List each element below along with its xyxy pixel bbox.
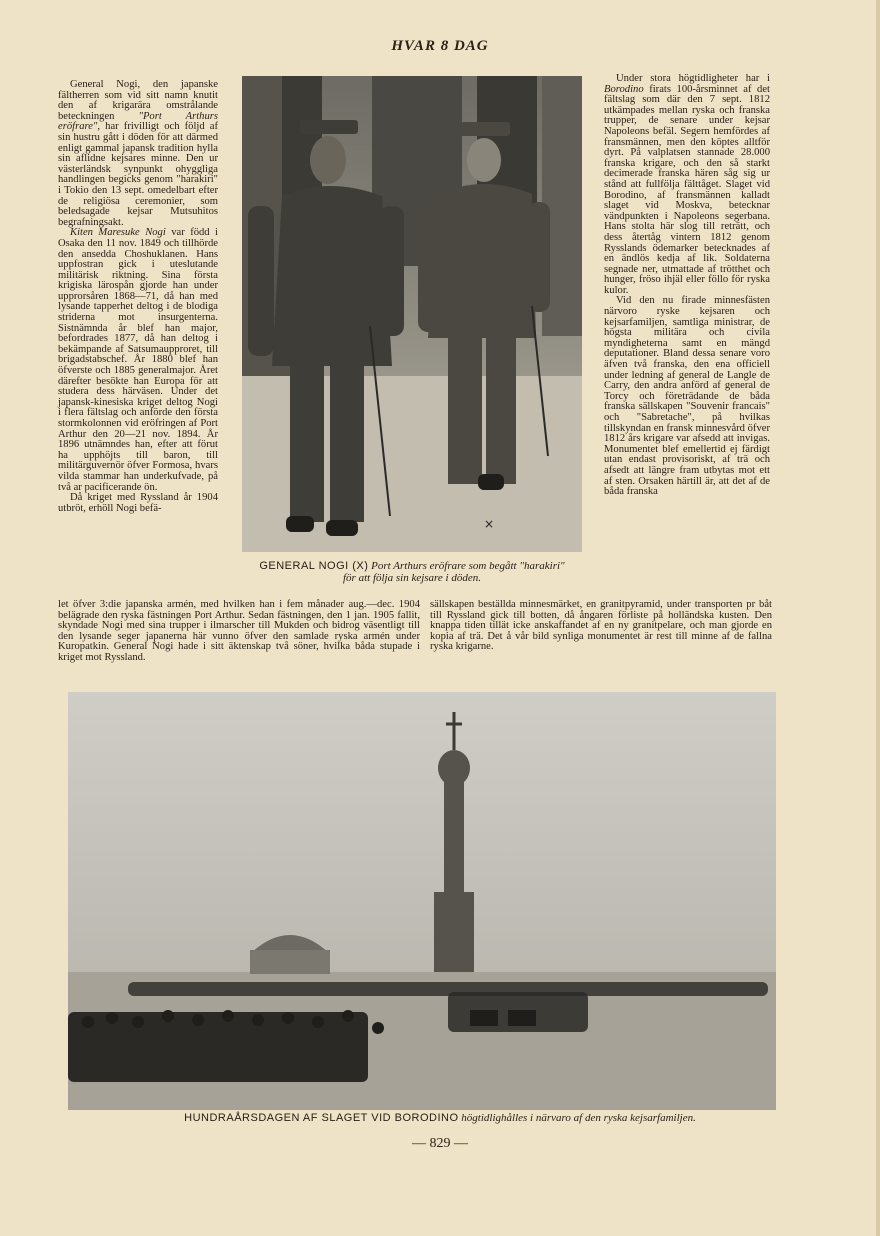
left-p1-italic: "Port Arthurs eröfrare" <box>58 110 218 133</box>
caption-nogi-title: GENERAL NOGI (X) <box>259 560 369 572</box>
photo-x-marker: × <box>484 517 495 531</box>
bottom-right-text: sällskapen beställda minnesmärket, en granitpyramid, under transporten pr båt till Ryssland gick till botten, då ångaren förliste på holländska kusten. Den knappa tiden tillät icke anskaffandet af en ny granitpelare, och man gjorde en kopia af trä. Det å vår bild synliga monumentet är rest till minne af de fallna ryska krigarne. <box>430 599 772 653</box>
left-p2-italic: Kiten Maresuke Nogi <box>70 227 166 239</box>
left-paragraph-1 <box>58 80 218 228</box>
photo-borodino-drawing <box>68 692 776 1110</box>
caption-borodino-title: HUNDRAÅRSDAGEN AF SLAGET VID BORODINO <box>184 1112 459 1124</box>
caption-nogi-line-2: för att följa sin kejsare i döden. <box>343 572 481 584</box>
right-article-column <box>604 74 770 498</box>
right-paragraph-1 <box>604 74 770 296</box>
left-p1-text-a: General Nogi, den japanske fältherren som vid sitt namn knutit den af krigarära omstrålande beteckningen <box>58 79 218 122</box>
left-p1-text-b: , har frivilligt och följd af sin hustru gått i döden för att därmed enligt gammal japansk tradition hylla sin aflidne kejsares minne. Den ur västerländsk synpunkt ohyggliga handlingen begicks genom "harakiri" i Tokio den 13 sept. omedelbart efter de religiösa ceremonier, som beledsagade kejsar Mutsuhitos begrafningsakt. <box>58 121 218 228</box>
left-paragraph-2 <box>58 228 218 493</box>
page-edge <box>876 0 880 1236</box>
photo-general-nogi <box>242 76 582 552</box>
photo-nogi-drawing <box>242 76 582 552</box>
caption-borodino <box>80 1112 800 1124</box>
right-paragraph-2: Vid den nu firade minnesfästen närvoro ryske kejsaren och kejsarfamiljen, samtliga ministrar, de högsta militära och civila myndigheterna samt en mängd deputationer. Bland dessa senare voro äfven två franska, den ena officiell under ledning af general de Langle de Carry, den andra anförd af general de Torcy och företrädande de båda franska sällskapen "Souvenir francais" och "Sabretache", på hvilkas tillskyndan en fransk minnesvård öfver 1812 års krigare var afsedd att invigas. Monumentet blef emellertid ej färdigt utan endast provisoriskt, af trä och afsedt att längre fram utbytas mot ett af sten. Orsaken härtill är, att det af de båda franska <box>604 295 770 498</box>
right-p1-text-b: firats 100-årsminnet af det fältslag som där den 7 sept. 1812 utkämpades mellan ryska och franska trupper, de senare under kejsar Napoleons befäl. Segern hemfördes af fransmännen, men den köptes alltför dyrt. På valplatsen stannade 28.000 franska krigare, och den så starkt decimerade franska hären såg sig ur stånd att fullfölja fälttåget. Slaget vid Borodino, af fransmännen kalladt slaget vid Moskva, betecknar vändpunkten i Napoleons segerbana. Hans stolta här slog till reträtt, och dess återtåg vintern 1812 genom Rysslands ödemarker betecknades af en ändlös kedja af lik. Soldaterna segnade ner, utmattade af trötthet och hunger, fröso ihjäl eller föllo för ryska kulor. <box>604 83 770 296</box>
bottom-left-text: let öfver 3:die japanska armén, med hvilken han i fem månader aug.—dec. 1904 belägrade den ryska fästningen Port Arthur. Sedan fästningen, den 1 jan. 1905 fallit, skyndade Nogi med sina trupper i ilmarscher till Mukden och bidrog väsentligt till den lysande seger japanerna här vunno öfver den samlade ryska armén under Kuropatkin. General Nogi hade i sitt äktenskap två söner, hvilka båda stupade i kriget mot Ryssland. <box>58 599 420 663</box>
caption-nogi-line-1: Port Arthurs eröfrare som begått "harakiri" <box>371 560 565 572</box>
left-p2-text: var född i Osaka den 11 nov. 1849 och tillhörde den ansedda Choshuklanen. Hans uppfostran gick i uteslutande militärisk riktning. Sina första krigiska lärospån gjorde han under upprorsåren 1868—71, då han med lysande tapperhet deltog i de blodiga striderna mot insurgenterna. Sistnämnda år blef han major, befordrades 1877, då han deltog i bekämpande af Satsumaupproret, till brigadstabschef. År 1880 blef han öfverste och 1885 generalmajor. Året därefter besökte han Europa för att studera dess härväsen. Under det japansk-kinesiska kriget deltog Nogi i flera fältslag och anförde den första stormkolonnen vid eröfringen af Port Arthur den 20—21 nov. 1894. År 1896 utnämndes han, efter att förut ha upphöjts till baron, till militärguvernör öfver Formosa, hvars vilda stammar han underkufvade, på två ar pacificerande ön. <box>58 227 218 493</box>
caption-general-nogi <box>226 560 598 584</box>
caption-borodino-italic: högtidlighålles i närvaro af den ryska kejsarfamiljen. <box>461 1112 696 1124</box>
photo-borodino-ceremony <box>68 692 776 1110</box>
right-p1-text-a: Under stora högtidligheter har i <box>616 73 770 84</box>
running-header: HVAR 8 DAG <box>391 38 489 54</box>
left-paragraph-3: Då kriget med Ryssland år 1904 utbröt, erhöll Nogi befä- <box>58 492 218 514</box>
right-p1-italic: Borodino <box>604 83 644 95</box>
page-number: — 829 — <box>412 1136 468 1151</box>
left-article-column <box>58 80 218 514</box>
